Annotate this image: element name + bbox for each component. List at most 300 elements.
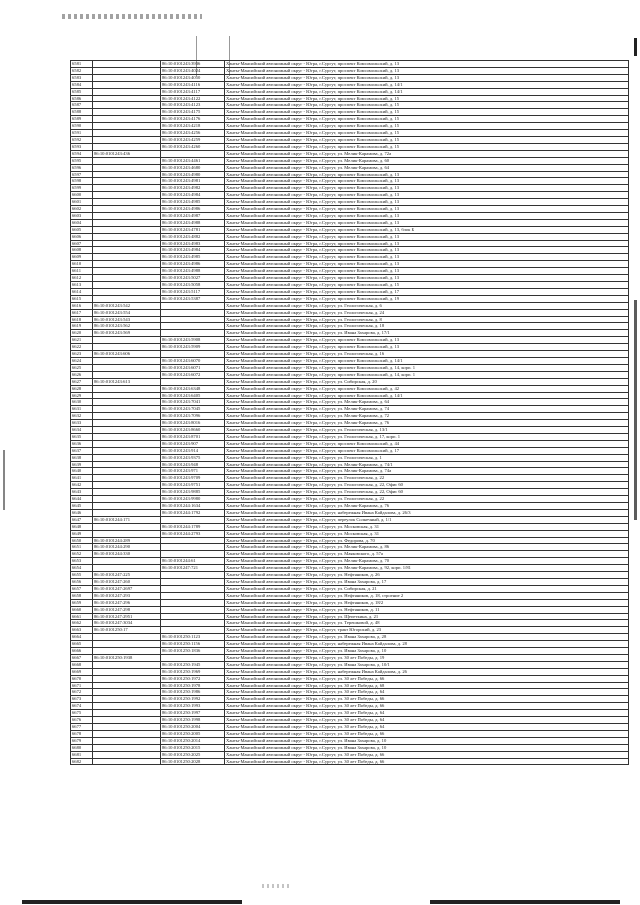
cadastral-number-cell: 86:10:0101250:2014 — [161, 737, 225, 744]
table-row — [71, 247, 629, 254]
table-row — [71, 558, 629, 565]
row-number-cell: 6624 — [71, 357, 93, 364]
cadastral-number-cell: 86:10:0101250:1997 — [161, 710, 225, 717]
row-number-cell: 6607 — [71, 240, 93, 247]
table-row — [71, 88, 629, 95]
row-number-cell: 6589 — [71, 116, 93, 123]
table-row — [71, 219, 629, 226]
parcel-number-cell — [93, 364, 161, 371]
row-number-cell: 6638 — [71, 454, 93, 461]
cadastral-number-cell: 86:10:0101243:4024 — [161, 67, 225, 74]
address-cell: Ханты-Мансийский автономный округ - Югра, г.Сургут, тракт Югорский, д. 23 — [225, 627, 629, 634]
parcel-number-cell — [93, 447, 161, 454]
scan-edge — [22, 900, 242, 904]
cadastral-number-cell: 86:10:0101243:4882 — [161, 233, 225, 240]
table-row — [71, 378, 629, 385]
table-row — [71, 724, 629, 731]
row-number-cell: 6670 — [71, 675, 93, 682]
parcel-number-cell — [93, 81, 161, 88]
address-cell: Ханты-Мансийский автономный округ - Югра, г.Сургут, ул. Геологическая, д. 22, Офис 60 — [225, 482, 629, 489]
cadastral-number-cell: 86:10:0101250:2025 — [161, 751, 225, 758]
address-cell: Ханты-Мансийский автономный округ - Югра, г.Сургут, проспект Комсомольский, д. 13 — [225, 61, 629, 68]
address-cell: Ханты-Мансийский автономный округ - Югра, г.Сургут, проспект Комсомольский, д. 13 — [225, 240, 629, 247]
scan-artifact — [262, 884, 292, 888]
row-number-cell: 6617 — [71, 309, 93, 316]
cadastral-number-cell: 86:10:0101243:4175 — [161, 109, 225, 116]
parcel-number-cell — [93, 116, 161, 123]
cadastral-number-cell — [161, 585, 225, 592]
address-cell: Ханты-Мансийский автономный округ - Югра, г.Сургут, проспект Комсомольский, д. 15 — [225, 95, 629, 102]
table-row — [71, 648, 629, 655]
cadastral-number-cell — [161, 150, 225, 157]
parcel-number-cell — [93, 206, 161, 213]
cadastral-number-cell: 86:10:0101243:6070 — [161, 357, 225, 364]
table-row — [71, 392, 629, 399]
row-number-cell: 6586 — [71, 95, 93, 102]
cadastral-number-cell — [161, 620, 225, 627]
row-number-cell: 6681 — [71, 751, 93, 758]
parcel-number-cell — [93, 710, 161, 717]
row-number-cell: 6618 — [71, 316, 93, 323]
cadastral-number-cell: 86:10:0101250:1986 — [161, 689, 225, 696]
row-number-cell: 6610 — [71, 261, 93, 268]
row-number-cell: 6658 — [71, 592, 93, 599]
table-row — [71, 212, 629, 219]
parcel-number-cell: 86:10:0101243:562 — [93, 323, 161, 330]
row-number-cell: 6654 — [71, 565, 93, 572]
row-number-cell: 6675 — [71, 710, 93, 717]
parcel-number-cell — [93, 751, 161, 758]
table-row — [71, 206, 629, 213]
table-row — [71, 682, 629, 689]
cadastral-number-cell: 86:10:0101243:4176 — [161, 116, 225, 123]
cadastral-number-cell: 86:10:0101243:9885 — [161, 489, 225, 496]
address-cell: Ханты-Мансийский автономный округ - Югра, г.Сургут, ул. Геологическая, д. 16 — [225, 351, 629, 358]
row-number-cell: 6605 — [71, 226, 93, 233]
cadastral-number-cell: 86:10:0101250:1998 — [161, 717, 225, 724]
address-cell: Ханты-Мансийский автономный округ - Югра, г.Сургут, проспект Комсомольский, д. 15 — [225, 102, 629, 109]
row-number-cell: 6612 — [71, 275, 93, 282]
parcel-number-cell — [93, 337, 161, 344]
parcel-number-cell: 86:10:0101243:606 — [93, 351, 161, 358]
cadastral-number-cell: 86:10:0101250:2015 — [161, 744, 225, 751]
address-cell: Ханты-Мансийский автономный округ - Югра, г.Сургут, проспект Комсомольский, д. 13 — [225, 212, 629, 219]
row-number-cell: 6614 — [71, 288, 93, 295]
address-cell: Ханты-Мансийский автономный округ - Югра, г.Сургут, ул. Геологическая, д. 17, корп. 1 — [225, 433, 629, 440]
address-cell: Ханты-Мансийский автономный округ - Югра, г.Сургут, ул. Ивана Захарова, д. 17 — [225, 578, 629, 585]
registry-table-body — [71, 61, 629, 765]
cadastral-number-cell: 86:10:0101247:721 — [161, 565, 225, 572]
address-cell: Ханты-Мансийский автономный округ - Югра, г.Сургут, ул. 30 лет Победы, д. 64 — [225, 724, 629, 731]
row-number-cell: 6623 — [71, 351, 93, 358]
row-number-cell: 6645 — [71, 503, 93, 510]
address-cell: Ханты-Мансийский автономный округ - Югра, г.Сургут, проспект Комсомольский, д. 14/1 — [225, 357, 629, 364]
cadastral-number-cell — [161, 606, 225, 613]
table-row — [71, 606, 629, 613]
row-number-cell: 6603 — [71, 212, 93, 219]
cadastral-number-cell: 86:10:0101243:4985 — [161, 199, 225, 206]
table-row — [71, 178, 629, 185]
row-number-cell: 6584 — [71, 81, 93, 88]
address-cell: Ханты-Мансийский автономный округ - Югра, г.Сургут, ул. Ивана Захарова, д. 10 — [225, 744, 629, 751]
row-number-cell: 6680 — [71, 744, 93, 751]
table-row — [71, 351, 629, 358]
address-cell: Ханты-Мансийский автономный округ - Югра, г.Сургут, проспект Комсомольский, д. 13 — [225, 337, 629, 344]
address-cell: Ханты-Мансийский автономный округ - Югра, г.Сургут, проспект Комсомольский, д. 13 — [225, 171, 629, 178]
address-cell: Ханты-Мансийский автономный округ - Югра, г.Сургут, проспект Комсомольский, д. 13 — [225, 206, 629, 213]
table-row — [71, 295, 629, 302]
table-row — [71, 551, 629, 558]
address-cell: Ханты-Мансийский автономный округ - Югра, г.Сургут, проспект Комсомольский, д. 13 — [225, 185, 629, 192]
row-number-cell: 6672 — [71, 689, 93, 696]
table-row — [71, 592, 629, 599]
address-cell: Ханты-Мансийский автономный округ - Югра, г.Сургут, проспект Комсомольский, д. 13 — [225, 233, 629, 240]
table-row — [71, 123, 629, 130]
table-row — [71, 81, 629, 88]
parcel-number-cell — [93, 482, 161, 489]
parcel-number-cell: 86:10:0101244:290 — [93, 544, 161, 551]
parcel-number-cell — [93, 730, 161, 737]
parcel-number-cell — [93, 461, 161, 468]
cadastral-number-cell: 86:10:0101243:914 — [161, 447, 225, 454]
table-row — [71, 254, 629, 261]
table-row — [71, 185, 629, 192]
row-number-cell: 6662 — [71, 620, 93, 627]
table-row — [71, 758, 629, 765]
parcel-number-cell — [93, 123, 161, 130]
cadastral-number-cell: 86:10:0101243:7045 — [161, 406, 225, 413]
parcel-number-cell — [93, 634, 161, 641]
table-row — [71, 344, 629, 351]
table-row — [71, 496, 629, 503]
row-number-cell: 6646 — [71, 509, 93, 516]
row-number-cell: 6676 — [71, 717, 93, 724]
parcel-number-cell — [93, 427, 161, 434]
parcel-number-cell: 86:10:0101244:171 — [93, 516, 161, 523]
parcel-number-cell — [93, 509, 161, 516]
parcel-number-cell — [93, 226, 161, 233]
parcel-number-cell — [93, 399, 161, 406]
cadastral-number-cell — [161, 309, 225, 316]
cadastral-number-cell — [161, 544, 225, 551]
table-row — [71, 74, 629, 81]
table-row — [71, 364, 629, 371]
address-cell: Ханты-Мансийский автономный округ - Югра, г.Сургут, ул. 30 лет Победы, д. 66 — [225, 751, 629, 758]
cadastral-number-cell: 86:10:0101244:1789 — [161, 523, 225, 530]
row-number-cell: 6642 — [71, 482, 93, 489]
address-cell: Ханты-Мансийский автономный округ - Югра, г.Сургут, ул. Ивана Захарова, д. 28 — [225, 634, 629, 641]
table-row — [71, 420, 629, 427]
address-cell: Ханты-Мансийский автономный округ - Югра, г.Сургут, ул. Мелик-Карамова, д. 72 — [225, 413, 629, 420]
row-number-cell: 6590 — [71, 123, 93, 130]
parcel-number-cell — [93, 247, 161, 254]
address-cell: Ханты-Мансийский автономный округ - Югра, г.Сургут, ул. 30 лет Победы, д. 66 — [225, 696, 629, 703]
table-row — [71, 136, 629, 143]
table-row — [71, 102, 629, 109]
address-cell: Ханты-Мансийский автономный округ - Югра, г.Сургут, проспект Комсомольский, д. 13 — [225, 199, 629, 206]
cadastral-number-cell: 86:10:0101243:971 — [161, 468, 225, 475]
cadastral-number-cell: 86:10:0101243:4259 — [161, 136, 225, 143]
table-row — [71, 620, 629, 627]
cadastral-number-cell: 86:10:0101243:9980 — [161, 496, 225, 503]
address-cell: Ханты-Мансийский автономный округ - Югра, г.Сургут, набережная Ивана Кайдалова, д. 26 — [225, 668, 629, 675]
cadastral-number-cell: 86:10:0101243:4980 — [161, 171, 225, 178]
address-cell: Ханты-Мансийский автономный округ - Югра, г.Сургут, проспект Комсомольский, д. 13 — [225, 192, 629, 199]
row-number-cell: 6644 — [71, 496, 93, 503]
parcel-number-cell — [93, 74, 161, 81]
scan-artifact — [62, 14, 202, 19]
cadastral-number-cell: 86:10:0101243:3936 — [161, 61, 225, 68]
parcel-number-cell — [93, 212, 161, 219]
row-number-cell: 6639 — [71, 461, 93, 468]
cadastral-number-cell: 86:10:0101243:4987 — [161, 212, 225, 219]
address-cell: Ханты-Мансийский автономный округ - Югра, г.Сургут, ул. 30 лет Победы, д. 66 — [225, 703, 629, 710]
parcel-number-cell — [93, 164, 161, 171]
parcel-number-cell — [93, 282, 161, 289]
address-cell: Ханты-Мансийский автономный округ - Югра, г.Сургут, ул. Мелик-Карамова, д. 64 — [225, 164, 629, 171]
row-number-cell: 6592 — [71, 136, 93, 143]
row-number-cell: 6664 — [71, 634, 93, 641]
parcel-number-cell — [93, 157, 161, 164]
row-number-cell: 6591 — [71, 130, 93, 137]
address-cell: Ханты-Мансийский автономный округ - Югра, г.Сургут, ул. Мелик-Карамова, д. 72а — [225, 150, 629, 157]
address-cell: Ханты-Мансийский автономный округ - Югра, г.Сургут, набережная Ивана Кайдалова, д. 26/3 — [225, 509, 629, 516]
table-row — [71, 461, 629, 468]
cadastral-number-cell: 86:10:0101243:8660 — [161, 427, 225, 434]
address-cell: Ханты-Мансийский автономный округ - Югра, г.Сургут, ул. 30 лет Победы, д. 68 — [225, 682, 629, 689]
cadastral-number-cell: 86:10:0101250:1123 — [161, 634, 225, 641]
cadastral-number-cell: 86:10:0101243:4123 — [161, 102, 225, 109]
row-number-cell: 6588 — [71, 109, 93, 116]
address-cell: Ханты-Мансийский автономный округ - Югра, г.Сургут, ул. Мелик-Карамова, д. 64 — [225, 399, 629, 406]
cadastral-number-cell: 86:10:0101243:4117 — [161, 88, 225, 95]
row-number-cell: 6633 — [71, 420, 93, 427]
parcel-number-cell — [93, 523, 161, 530]
address-cell: Ханты-Мансийский автономный округ - Югра, г.Сургут, ул. Мелик-Карамова, д. 76 — [225, 503, 629, 510]
parcel-number-cell — [93, 406, 161, 413]
cadastral-number-cell — [161, 537, 225, 544]
address-cell: Ханты-Мансийский автономный округ - Югра, г.Сургут, проспект Комсомольский, д. 15 — [225, 123, 629, 130]
table-row — [71, 413, 629, 420]
parcel-number-cell — [93, 130, 161, 137]
row-number-cell: 6679 — [71, 737, 93, 744]
cadastral-number-cell: 86:10:0101243:948 — [161, 461, 225, 468]
address-cell: Ханты-Мансийский автономный округ - Югра, г.Сургут, ул. 30 лет Победы, д. 66 — [225, 758, 629, 765]
address-cell: Ханты-Мансийский автономный округ - Югра, г.Сургут, ул. Нефтяников, д. 18/2 — [225, 599, 629, 606]
cadastral-number-cell: 86:10:0101243:7096 — [161, 413, 225, 420]
address-cell: Ханты-Мансийский автономный округ - Югра, г.Сургут, проспект Комсомольский, д. 13 — [225, 67, 629, 74]
row-number-cell: 6643 — [71, 489, 93, 496]
row-number-cell: 6609 — [71, 254, 93, 261]
parcel-number-cell: 86:10:0101244:289 — [93, 537, 161, 544]
cadastral-number-cell: 86:10:0101244:2793 — [161, 530, 225, 537]
address-cell: Ханты-Мансийский автономный округ - Югра, г.Сургут, проспект Комсомольский, д. 17 — [225, 447, 629, 454]
cadastral-number-cell — [161, 599, 225, 606]
parcel-number-cell — [93, 67, 161, 74]
table-row — [71, 130, 629, 137]
row-number-cell: 6660 — [71, 606, 93, 613]
address-cell: Ханты-Мансийский автономный округ - Югра, г.Сургут, ул. Нефтяников, д. 18, строение 2 — [225, 592, 629, 599]
cadastral-number-cell: 86:10:0101243:4050 — [161, 74, 225, 81]
parcel-number-cell: 86:10:0101247:225 — [93, 572, 161, 579]
row-number-cell: 6593 — [71, 143, 93, 150]
row-number-cell: 6602 — [71, 206, 93, 213]
table-row — [71, 475, 629, 482]
row-number-cell: 6652 — [71, 551, 93, 558]
row-number-cell: 6583 — [71, 74, 93, 81]
address-cell: Ханты-Мансийский автономный округ - Югра, г.Сургут, ул. Мелик-Карамова, д. 74/1 — [225, 461, 629, 468]
parcel-number-cell: 86:10:0101247:2697 — [93, 585, 161, 592]
address-cell: Ханты-Мансийский автономный округ - Югра, г.Сургут, ул. Ивана Захарова, д. 17/1 — [225, 330, 629, 337]
address-cell: Ханты-Мансийский автономный округ - Югра, г.Сургут, ул. 30 лет Победы, д. 19 — [225, 654, 629, 661]
cadastral-number-cell: 86:10:0101243:4260 — [161, 143, 225, 150]
cadastral-number-cell — [161, 323, 225, 330]
address-cell: Ханты-Мансийский автономный округ - Югра, г.Сургут, набережная Ивана Кайдалова, д. 28 — [225, 641, 629, 648]
address-cell: Ханты-Мансийский автономный округ - Югра, г.Сургут, ул. Мелик-Карамова, д. 92, корп. 1/81 — [225, 565, 629, 572]
parcel-number-cell — [93, 558, 161, 565]
parcel-number-cell: 86:10:0101244:330 — [93, 551, 161, 558]
row-number-cell: 6581 — [71, 61, 93, 68]
row-number-cell: 6659 — [71, 599, 93, 606]
row-number-cell: 6628 — [71, 385, 93, 392]
parcel-number-cell — [93, 192, 161, 199]
parcel-number-cell: 86:10:0101247:260 — [93, 578, 161, 585]
cadastral-number-cell: 86:10:0101250:1945 — [161, 661, 225, 668]
cadastral-number-cell — [161, 551, 225, 558]
table-row — [71, 516, 629, 523]
address-cell: Ханты-Мансийский автономный округ - Югра, г.Сургут, ул. 30 лет Победы, д. 66 — [225, 675, 629, 682]
table-row — [71, 572, 629, 579]
parcel-number-cell — [93, 682, 161, 689]
table-row — [71, 233, 629, 240]
table-row — [71, 157, 629, 164]
parcel-number-cell: 86:10:0101247:3034 — [93, 620, 161, 627]
parcel-number-cell — [93, 392, 161, 399]
table-row — [71, 503, 629, 510]
parcel-number-cell: 86:10:0101243:613 — [93, 378, 161, 385]
cadastral-number-cell: 86:10:0101250:1969 — [161, 668, 225, 675]
row-number-cell: 6619 — [71, 323, 93, 330]
row-number-cell: 6674 — [71, 703, 93, 710]
row-number-cell: 6634 — [71, 427, 93, 434]
row-number-cell: 6669 — [71, 668, 93, 675]
parcel-number-cell — [93, 675, 161, 682]
parcel-number-cell — [93, 641, 161, 648]
table-row — [71, 689, 629, 696]
address-cell: Ханты-Мансийский автономный округ - Югра, г.Сургут, ул. Мелик-Карамова, д. 60 — [225, 157, 629, 164]
table-row — [71, 143, 629, 150]
address-cell: Ханты-Мансийский автономный округ - Югра, г.Сургут, проспект Комсомольский, д. 17 — [225, 288, 629, 295]
address-cell: Ханты-Мансийский автономный округ - Югра, г.Сургут, проспект Комсомольский, д. 14, корп. 1 — [225, 364, 629, 371]
table-row — [71, 544, 629, 551]
address-cell: Ханты-Мансийский автономный округ - Югра, г.Сургут, ул. Геологическая, д. 13/1 — [225, 427, 629, 434]
address-cell: Ханты-Мансийский автономный округ - Югра, г.Сургут, проспект Комсомольский, д. 13, блок Б — [225, 226, 629, 233]
address-cell: Ханты-Мансийский автономный округ - Югра, г.Сургут, проспект Комсомольский, д. 13 — [225, 261, 629, 268]
table-row — [71, 613, 629, 620]
address-cell: Ханты-Мансийский автономный округ - Югра, г.Сургут, проспект Комсомольский, д. 42 — [225, 385, 629, 392]
table-row — [71, 371, 629, 378]
parcel-number-cell — [93, 503, 161, 510]
parcel-number-cell — [93, 717, 161, 724]
address-cell: Ханты-Мансийский автономный округ - Югра, г.Сургут, проспект Комсомольский, д. 15 — [225, 109, 629, 116]
address-cell: Ханты-Мансийский автономный округ - Югра, г.Сургут, ул. 30 лет Победы, д. 66 — [225, 730, 629, 737]
cadastral-number-cell: 86:10:0101243:6071 — [161, 364, 225, 371]
row-number-cell: 6661 — [71, 613, 93, 620]
cadastral-number-cell: 86:10:0101250:1978 — [161, 682, 225, 689]
row-number-cell: 6587 — [71, 102, 93, 109]
row-number-cell: 6635 — [71, 433, 93, 440]
cadastral-number-cell: 86:10:0101243:9709 — [161, 475, 225, 482]
parcel-number-cell — [93, 758, 161, 765]
table-row — [71, 717, 629, 724]
table-row — [71, 744, 629, 751]
table-row — [71, 406, 629, 413]
address-cell: Ханты-Мансийский автономный округ - Югра, г.Сургут, ул. Геологическая, д. 1 — [225, 454, 629, 461]
cadastral-number-cell: 86:10:0101243:5387 — [161, 295, 225, 302]
cadastral-number-cell: 86:10:0101243:4981 — [161, 178, 225, 185]
row-number-cell: 6599 — [71, 185, 93, 192]
parcel-number-cell — [93, 530, 161, 537]
cadastral-number-cell: 86:10:0101250:1993 — [161, 703, 225, 710]
row-number-cell: 6598 — [71, 178, 93, 185]
table-row — [71, 751, 629, 758]
table-row — [71, 641, 629, 648]
table-row — [71, 578, 629, 585]
table-row — [71, 730, 629, 737]
row-number-cell: 6677 — [71, 724, 93, 731]
address-cell: Ханты-Мансийский автономный округ - Югра, г.Сургут, ул. 30 лет Победы, д. 64 — [225, 717, 629, 724]
row-number-cell: 6606 — [71, 233, 93, 240]
parcel-number-cell — [93, 233, 161, 240]
parcel-number-cell — [93, 171, 161, 178]
address-cell: Ханты-Мансийский автономный округ - Югра, г.Сургут, проспект Комсомольский, д. 13 — [225, 178, 629, 185]
cadastral-number-cell: 86:10:0101243:4985 — [161, 254, 225, 261]
address-cell: Ханты-Мансийский автономный округ - Югра, г.Сургут, ул. Геологическая, д. 18 — [225, 323, 629, 330]
row-number-cell: 6582 — [71, 67, 93, 74]
table-row — [71, 654, 629, 661]
address-cell: Ханты-Мансийский автономный округ - Югра, г.Сургут, ул. Сибирская, д. 21 — [225, 585, 629, 592]
cadastral-number-cell: 86:10:0101243:7041 — [161, 399, 225, 406]
parcel-number-cell — [93, 475, 161, 482]
table-row — [71, 703, 629, 710]
parcel-number-cell — [93, 468, 161, 475]
cadastral-number-cell: 86:10:0101244:61 — [161, 558, 225, 565]
parcel-number-cell — [93, 288, 161, 295]
address-cell: Ханты-Мансийский автономный округ - Югра, г.Сургут, ул. Геологическая, д. 24 — [225, 309, 629, 316]
cadastral-number-cell: 86:10:0101243:4781 — [161, 226, 225, 233]
table-row — [71, 164, 629, 171]
row-number-cell: 6637 — [71, 447, 93, 454]
cadastral-number-cell — [161, 316, 225, 323]
table-row — [71, 109, 629, 116]
parcel-number-cell — [93, 724, 161, 731]
parcel-number-cell: 86:10:0101247:298 — [93, 606, 161, 613]
row-number-cell: 6621 — [71, 337, 93, 344]
cadastral-number-cell: 86:10:0101243:6405 — [161, 392, 225, 399]
address-cell: Ханты-Мансийский автономный округ - Югра, г.Сургут, ул. Нефтяников, д. 11 — [225, 606, 629, 613]
table-row — [71, 240, 629, 247]
parcel-number-cell — [93, 143, 161, 150]
row-number-cell: 6667 — [71, 654, 93, 661]
table-row — [71, 268, 629, 275]
parcel-number-cell: 86:10:0101247:296 — [93, 599, 161, 606]
table-row — [71, 192, 629, 199]
scan-edge — [3, 450, 5, 510]
row-number-cell: 6665 — [71, 641, 93, 648]
table-row — [71, 330, 629, 337]
cadastral-number-cell: 86:10:0101243:4984 — [161, 247, 225, 254]
cadastral-number-cell: 86:10:0101243:4122 — [161, 95, 225, 102]
